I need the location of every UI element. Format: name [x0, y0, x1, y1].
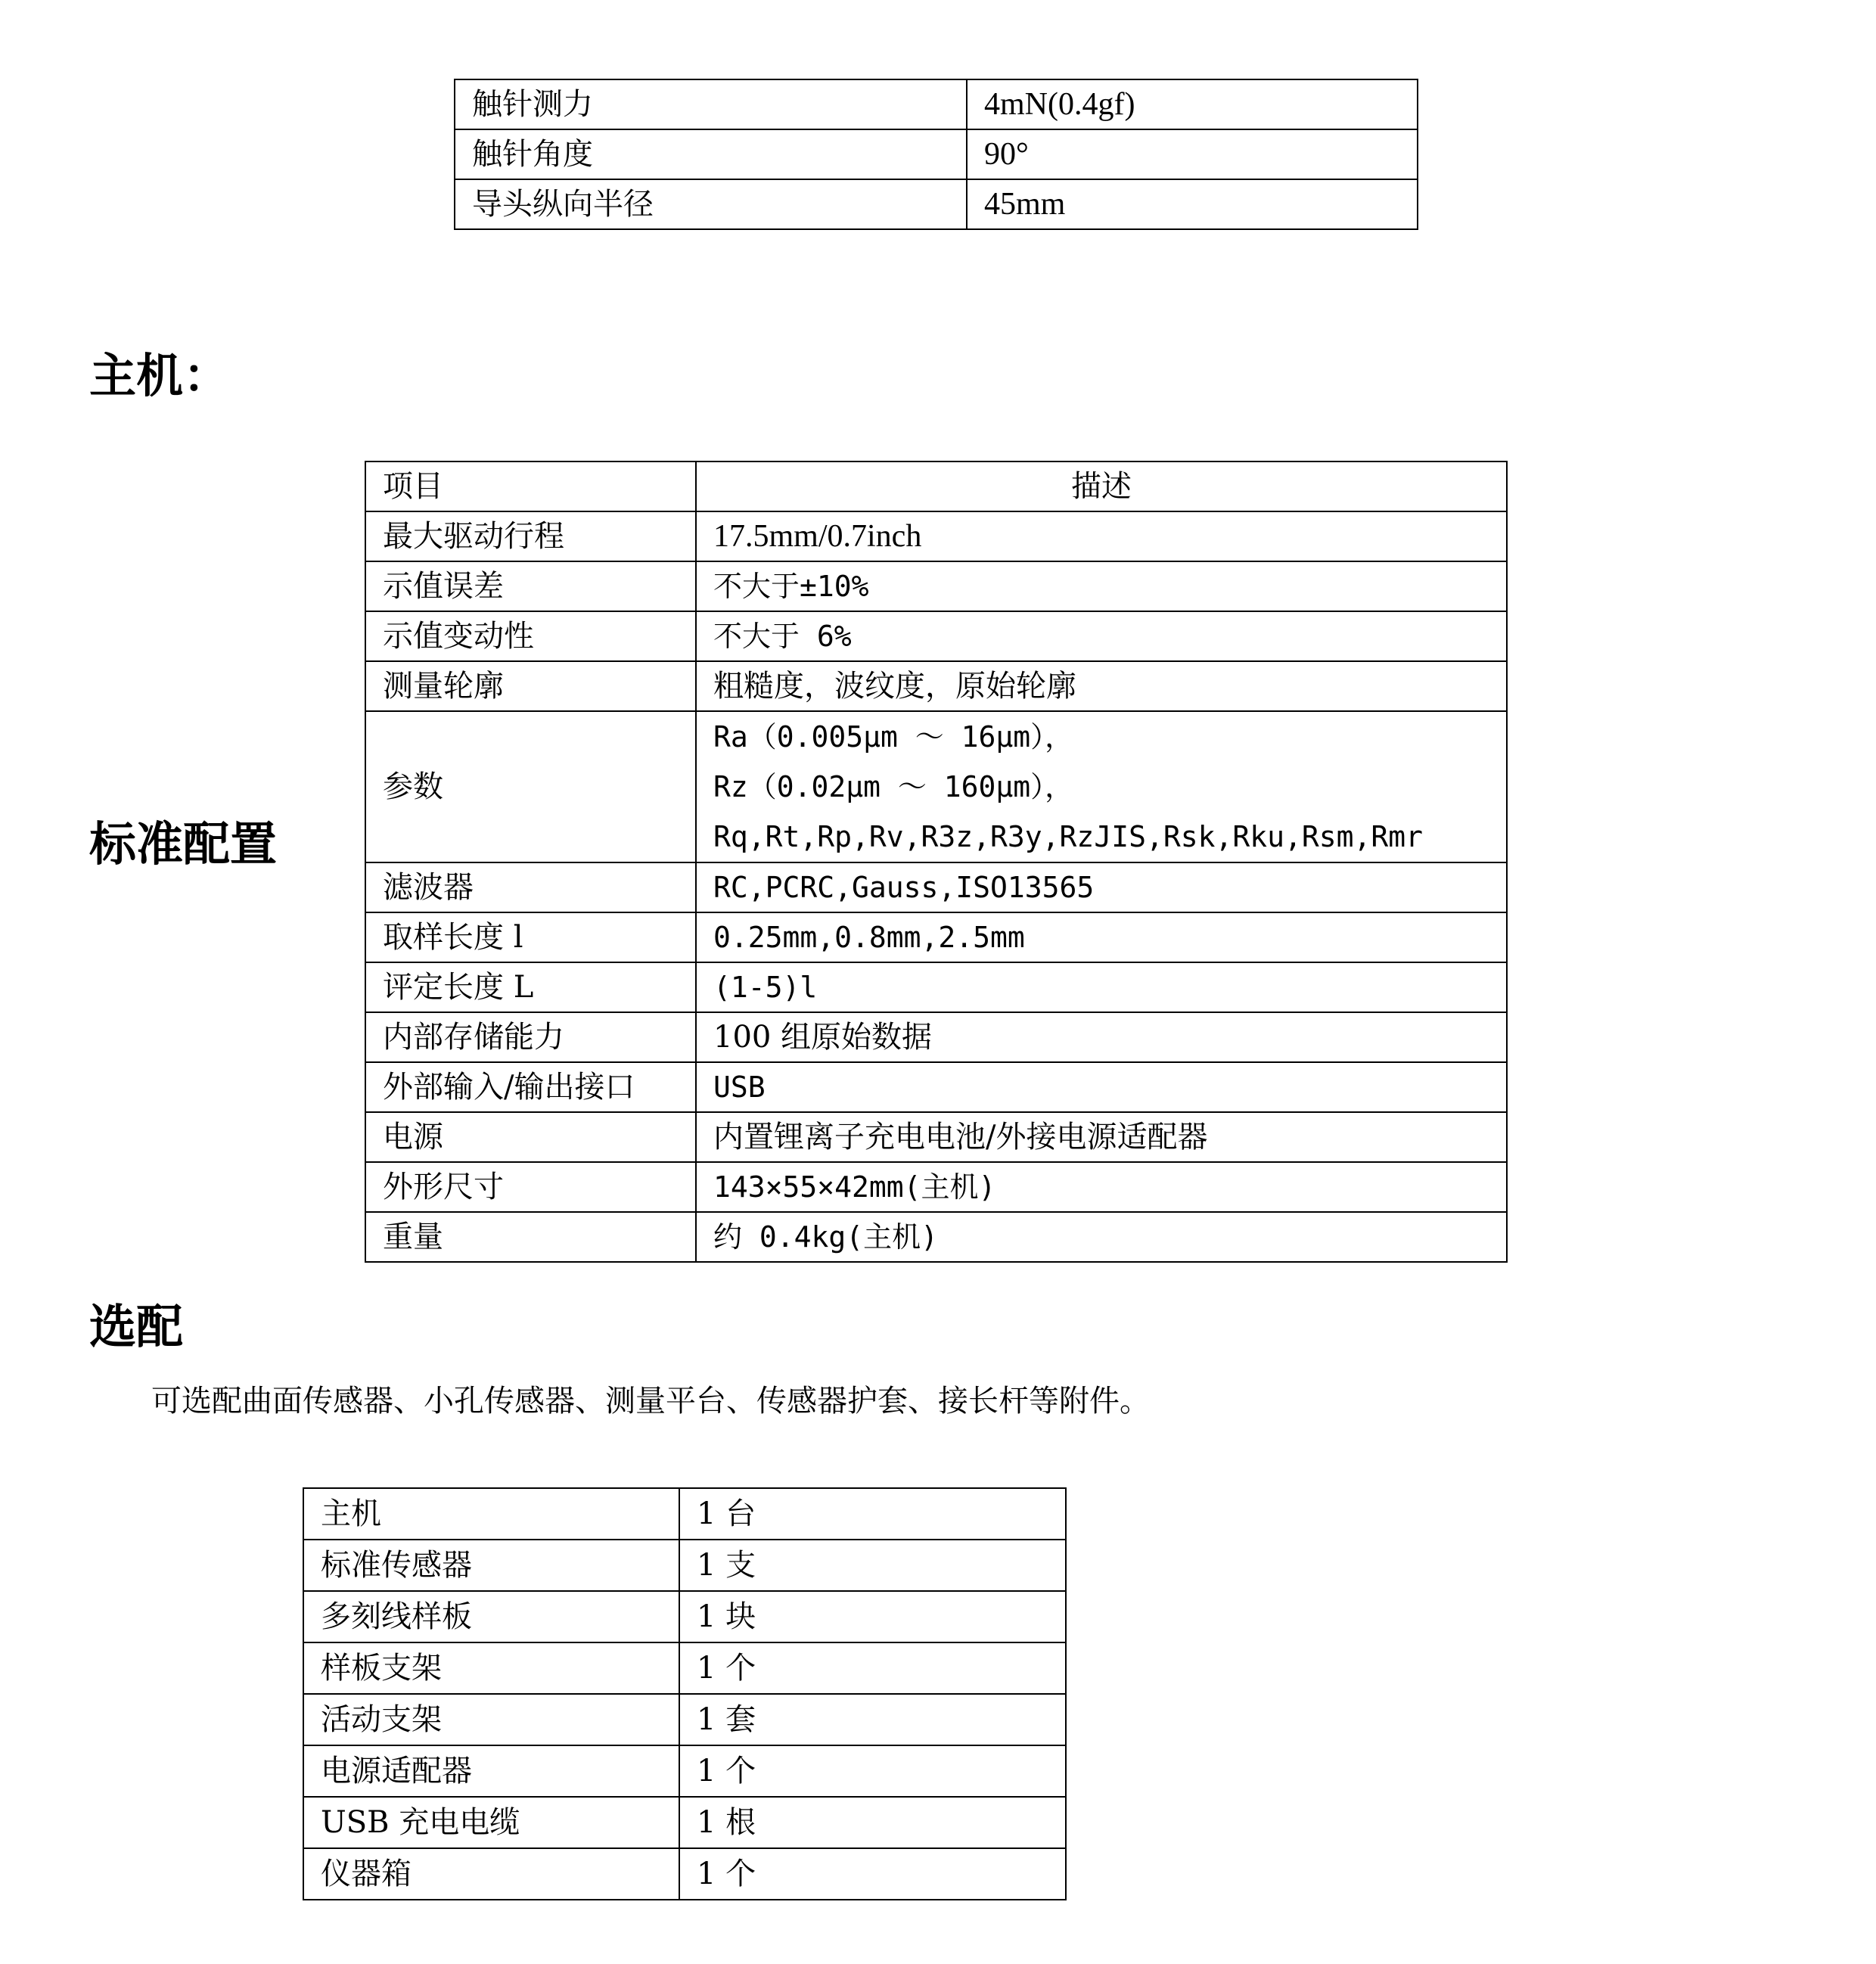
spec-value: 约 0.4kg(主机) [696, 1212, 1507, 1262]
spec-label: 重量 [365, 1212, 696, 1262]
item-name: 主机 [303, 1488, 679, 1540]
table-row [365, 962, 1507, 1012]
item-quantity: 1 套 [679, 1694, 1066, 1745]
spec-value: USB [696, 1062, 1507, 1112]
column-header-description: 描述 [696, 461, 1507, 511]
spec-value: 4mN(0.4gf) [967, 79, 1418, 129]
item-name: 样板支架 [303, 1642, 679, 1694]
spec-label: 评定长度 L [365, 962, 696, 1012]
package-list-table [303, 1487, 1067, 1900]
spec-label: 触针角度 [455, 129, 967, 179]
table-row [303, 1745, 1066, 1797]
item-quantity: 1 根 [679, 1797, 1066, 1848]
table-row [365, 1212, 1507, 1262]
table-row [303, 1591, 1066, 1642]
table-row [365, 611, 1507, 661]
spec-value: 粗糙度，波纹度，原始轮廓 [696, 661, 1507, 711]
table-row [455, 129, 1418, 179]
optional-heading: 选配 [89, 1299, 184, 1354]
table-row [303, 1642, 1066, 1694]
spec-value: 0.25mm,0.8mm,2.5mm [696, 912, 1507, 962]
param-line-rz: Rz（0.02μm ～ 160μm）， [713, 770, 1074, 803]
table-row [365, 661, 1507, 711]
spec-label: 导头纵向半径 [455, 179, 967, 229]
spec-label: 示值误差 [365, 561, 696, 611]
table-row [303, 1540, 1066, 1591]
optional-description: 可选配曲面传感器、小孔传感器、测量平台、传感器护套、接长杆等附件。 [151, 1384, 1150, 1419]
table-row [365, 1012, 1507, 1062]
spec-value: 143×55×42mm(主机) [696, 1162, 1507, 1212]
item-name: USB 充电电缆 [303, 1797, 679, 1848]
spec-label: 外形尺寸 [365, 1162, 696, 1212]
spec-label: 参数 [365, 711, 696, 862]
item-name: 多刻线样板 [303, 1591, 679, 1642]
item-name: 活动支架 [303, 1694, 679, 1745]
standard-config-heading: 标准配置 [89, 816, 278, 872]
item-name: 标准传感器 [303, 1540, 679, 1591]
spec-value: 内置锂离子充电电池/外接电源适配器 [696, 1112, 1507, 1162]
table-row [365, 1112, 1507, 1162]
column-header-item: 项目 [365, 461, 696, 511]
spec-label: 电源 [365, 1112, 696, 1162]
spec-value: 17.5mm/0.7inch [696, 511, 1507, 561]
param-line-others: Rq,Rt,Rp,Rv,R3z,R3y,RzJIS,Rsk,Rku,Rsm,Rmr [713, 820, 1423, 853]
table-row [303, 1488, 1066, 1540]
host-spec-table [365, 461, 1508, 1263]
spec-label: 最大驱动行程 [365, 511, 696, 561]
item-quantity: 1 块 [679, 1591, 1066, 1642]
spec-value: 不大于 6% [696, 611, 1507, 661]
table-row [365, 912, 1507, 962]
table-row [365, 561, 1507, 611]
table-row [365, 862, 1507, 912]
item-name: 仪器箱 [303, 1848, 679, 1900]
param-line-ra: Ra（0.005μm ～ 16μm）， [713, 720, 1074, 754]
table-row [365, 1162, 1507, 1212]
spec-label: 外部输入/输出接口 [365, 1062, 696, 1112]
table-row [303, 1848, 1066, 1900]
spec-label: 取样长度 l [365, 912, 696, 962]
spec-label: 内部存储能力 [365, 1012, 696, 1062]
spec-value: 90° [967, 129, 1418, 179]
table-row-params [365, 711, 1507, 862]
spec-value: 45mm [967, 179, 1418, 229]
table-row [455, 79, 1418, 129]
table-row [303, 1694, 1066, 1745]
item-quantity: 1 个 [679, 1848, 1066, 1900]
item-quantity: 1 个 [679, 1745, 1066, 1797]
spec-label: 示值变动性 [365, 611, 696, 661]
table-header-row [365, 461, 1507, 511]
sensor-spec-table [454, 79, 1418, 230]
spec-label: 触针测力 [455, 79, 967, 129]
item-quantity: 1 台 [679, 1488, 1066, 1540]
item-quantity: 1 个 [679, 1642, 1066, 1694]
table-row [365, 1062, 1507, 1112]
item-quantity: 1 支 [679, 1540, 1066, 1591]
spec-value: (1-5)l [696, 962, 1507, 1012]
spec-label: 滤波器 [365, 862, 696, 912]
table-row [365, 511, 1507, 561]
spec-value: 不大于±10% [696, 561, 1507, 611]
host-heading: 主机： [89, 348, 231, 403]
params-value [696, 711, 1507, 862]
spec-value: 100 组原始数据 [696, 1012, 1507, 1062]
spec-label: 测量轮廓 [365, 661, 696, 711]
table-row [455, 179, 1418, 229]
item-name: 电源适配器 [303, 1745, 679, 1797]
spec-value: RC,PCRC,Gauss,ISO13565 [696, 862, 1507, 912]
table-row [303, 1797, 1066, 1848]
